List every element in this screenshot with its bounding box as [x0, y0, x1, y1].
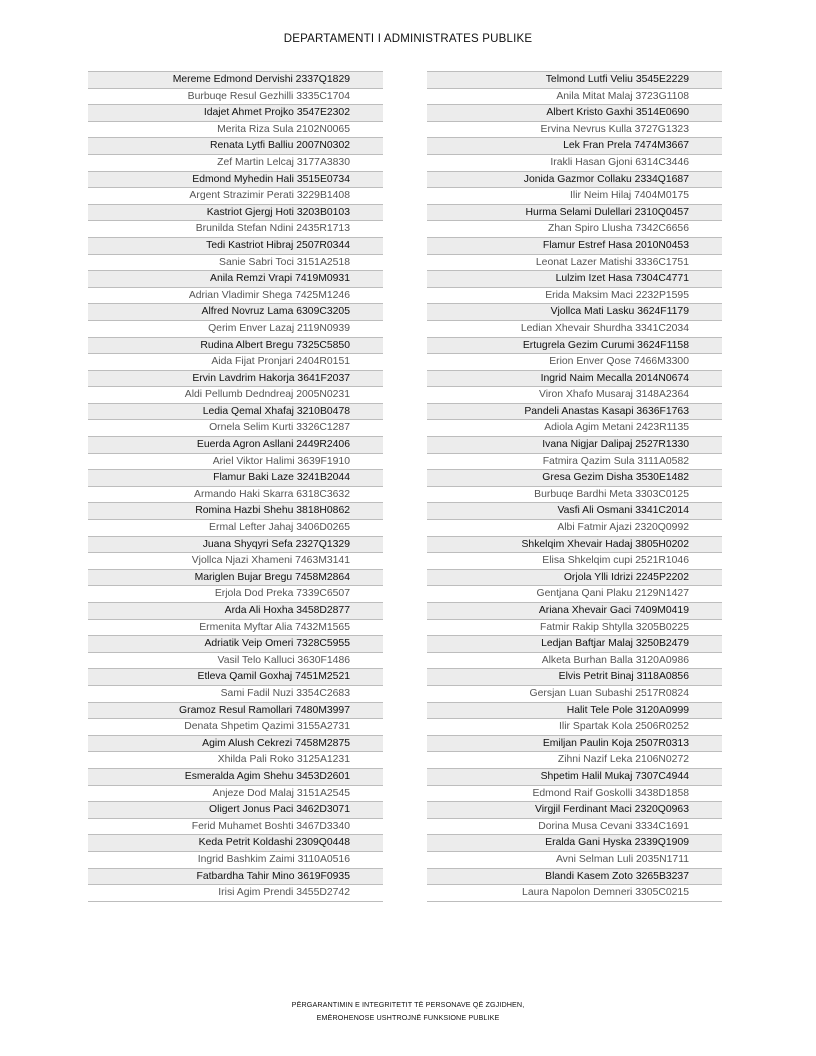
- list-item: Alketa Burhan Balla 3120A0986: [427, 653, 722, 670]
- list-item: Esmeralda Agim Shehu 3453D2601: [88, 769, 383, 786]
- list-item: Adriatik Veip Omeri 7328C5955: [88, 636, 383, 653]
- list-item: Jonida Gazmor Collaku 2334Q1687: [427, 172, 722, 189]
- list-item: Emiljan Paulin Koja 2507R0313: [427, 736, 722, 753]
- list-item: Ilir Spartak Kola 2506R0252: [427, 719, 722, 736]
- list-item: Edmond Raif Goskolli 3438D1858: [427, 786, 722, 803]
- list-item: Zhan Spiro Llusha 7342C6656: [427, 221, 722, 238]
- list-item: Lek Fran Prela 7474M3667: [427, 138, 722, 155]
- list-item: Burbuqe Bardhi Meta 3303C0125: [427, 487, 722, 504]
- list-item: Leonat Lazer Matishi 3336C1751: [427, 255, 722, 272]
- list-item: Erjola Dod Preka 7339C6507: [88, 586, 383, 603]
- footer-line-1: PËRGARANTIMIN E INTEGRITETIT TË PERSONAVE QË ZGJIDHEN,: [291, 1000, 525, 1009]
- list-item: Irakli Hasan Gjoni 6314C3446: [427, 155, 722, 172]
- list-item: Qerim Enver Lazaj 2119N0939: [88, 321, 383, 338]
- list-item: Xhilda Pali Roko 3125A1231: [88, 752, 383, 769]
- list-item: Fatmira Qazim Sula 3111A0582: [427, 454, 722, 471]
- list-item: Tedi Kastriot Hibraj 2507R0344: [88, 238, 383, 255]
- list-item: Elvis Petrit Binaj 3118A0856: [427, 669, 722, 686]
- list-item: Ervin Lavdrim Hakorja 3641F2037: [88, 371, 383, 388]
- list-item: Ariana Xhevair Gaci 7409M0419: [427, 603, 722, 620]
- list-item: Ivana Nigjar Dalipaj 2527R1330: [427, 437, 722, 454]
- list-item: Zef Martin Lelcaj 3177A3830: [88, 155, 383, 172]
- list-item: Gersjan Luan Subashi 2517R0824: [427, 686, 722, 703]
- list-item: Brunilda Stefan Ndini 2435R1713: [88, 221, 383, 238]
- list-item: Denata Shpetim Qazimi 3155A2731: [88, 719, 383, 736]
- list-item: Romina Hazbi Shehu 3818H0862: [88, 503, 383, 520]
- list-item: Erida Maksim Maci 2232P1595: [427, 288, 722, 305]
- list-item: Halit Tele Pole 3120A0999: [427, 703, 722, 720]
- list-item: Albert Kristo Gaxhi 3514E0690: [427, 105, 722, 122]
- list-item: Ariel Viktor Halimi 3639F1910: [88, 454, 383, 471]
- list-item: Arda Ali Hoxha 3458D2877: [88, 603, 383, 620]
- list-item: Armando Haki Skarra 6318C3632: [88, 487, 383, 504]
- list-item: Telmond Lutfi Veliu 3545E2229: [427, 72, 722, 89]
- list-item: Shpetim Halil Mukaj 7307C4944: [427, 769, 722, 786]
- list-item: Flamur Estref Hasa 2010N0453: [427, 238, 722, 255]
- list-item: Blandi Kasem Zoto 3265B3237: [427, 869, 722, 886]
- list-item: Shkelqim Xhevair Hadaj 3805H0202: [427, 537, 722, 554]
- list-item: Zihni Nazif Leka 2106N0272: [427, 752, 722, 769]
- list-item: Adrian Vladimir Shega 7425M1246: [88, 288, 383, 305]
- list-item: Etleva Qamil Goxhaj 7451M2521: [88, 669, 383, 686]
- left-name-column: [88, 71, 383, 902]
- list-item: Vjollca Njazi Xhameni 7463M3141: [88, 553, 383, 570]
- list-item: Laura Napolon Demneri 3305C0215: [427, 885, 722, 902]
- list-item: Aldi Pellumb Dedndreaj 2005N0231: [88, 387, 383, 404]
- list-item: Kastriot Gjergj Hoti 3203B0103: [88, 205, 383, 222]
- list-item: Anila Mitat Malaj 3723G1108: [427, 89, 722, 106]
- list-item: Agim Alush Cekrezi 7458M2875: [88, 736, 383, 753]
- list-item: Oligert Jonus Paci 3462D3071: [88, 802, 383, 819]
- list-item: Gentjana Qani Plaku 2129N1427: [427, 586, 722, 603]
- list-item: Gresa Gezim Disha 3530E1482: [427, 470, 722, 487]
- list-item: Aida Fijat Pronjari 2404R0151: [88, 354, 383, 371]
- list-item: Albi Fatmir Ajazi 2320Q0992: [427, 520, 722, 537]
- list-item: Ermal Lefter Jahaj 3406D0265: [88, 520, 383, 537]
- list-item: Dorina Musa Cevani 3334C1691: [427, 819, 722, 836]
- list-item: Ingrid Bashkim Zaimi 3110A0516: [88, 852, 383, 869]
- list-item: Erion Enver Qose 7466M3300: [427, 354, 722, 371]
- list-item: Ornela Selim Kurti 3326C1287: [88, 420, 383, 437]
- list-item: Sami Fadil Nuzi 3354C2683: [88, 686, 383, 703]
- list-item: Argent Strazimir Perati 3229B1408: [88, 188, 383, 205]
- page-footer: [0, 998, 816, 1024]
- list-item: Anila Remzi Vrapi 7419M0931: [88, 271, 383, 288]
- list-item: Avni Selman Luli 2035N1711: [427, 852, 722, 869]
- list-item: Idajet Ahmet Projko 3547E2302: [88, 105, 383, 122]
- list-item: Orjola Ylli Idrizi 2245P2202: [427, 570, 722, 587]
- list-item: Euerda Agron Asllani 2449R2406: [88, 437, 383, 454]
- list-item: Irisi Agim Prendi 3455D2742: [88, 885, 383, 902]
- list-item: Ferid Muhamet Boshti 3467D3340: [88, 819, 383, 836]
- list-item: Eralda Gani Hyska 2339Q1909: [427, 835, 722, 852]
- list-item: Hurma Selami Dulellari 2310Q0457: [427, 205, 722, 222]
- list-item: Keda Petrit Koldashi 2309Q0448: [88, 835, 383, 852]
- list-item: Burbuqe Resul Gezhilli 3335C1704: [88, 89, 383, 106]
- list-item: Gramoz Resul Ramollari 7480M3997: [88, 703, 383, 720]
- list-item: Ledjan Baftjar Malaj 3250B2479: [427, 636, 722, 653]
- list-item: Ervina Nevrus Kulla 3727G1323: [427, 122, 722, 139]
- list-item: Vasfi Ali Osmani 3341C2014: [427, 503, 722, 520]
- list-item: Fatbardha Tahir Mino 3619F0935: [88, 869, 383, 886]
- list-item: Sanie Sabri Toci 3151A2518: [88, 255, 383, 272]
- list-item: Viron Xhafo Musaraj 3148A2364: [427, 387, 722, 404]
- list-item: Adiola Agim Metani 2423R1135: [427, 420, 722, 437]
- list-item: Renata Lytfi Balliu 2007N0302: [88, 138, 383, 155]
- list-item: Pandeli Anastas Kasapi 3636F1763: [427, 404, 722, 421]
- list-item: Elisa Shkelqim cupi 2521R1046: [427, 553, 722, 570]
- list-item: Ingrid Naim Mecalla 2014N0674: [427, 371, 722, 388]
- list-item: Vasil Telo Kalluci 3630F1486: [88, 653, 383, 670]
- right-name-column: [427, 71, 722, 902]
- list-item: Fatmir Rakip Shtylla 3205B0225: [427, 620, 722, 637]
- list-item: Anjeze Dod Malaj 3151A2545: [88, 786, 383, 803]
- list-item: Ledia Qemal Xhafaj 3210B0478: [88, 404, 383, 421]
- list-item: Virgjil Ferdinant Maci 2320Q0963: [427, 802, 722, 819]
- list-item: Ilir Neim Hilaj 7404M0175: [427, 188, 722, 205]
- list-item: Ertugrela Gezim Curumi 3624F1158: [427, 338, 722, 355]
- footer-line-2: EMËROHENOSE USHTROJNË FUNKSIONE PUBLIKE: [316, 1013, 500, 1022]
- list-item: Ledian Xhevair Shurdha 3341C2034: [427, 321, 722, 338]
- list-item: Mariglen Bujar Bregu 7458M2864: [88, 570, 383, 587]
- list-item: Lulzim Izet Hasa 7304C4771: [427, 271, 722, 288]
- list-item: Rudina Albert Bregu 7325C5850: [88, 338, 383, 355]
- list-item: Juana Shyqyri Sefa 2327Q1329: [88, 537, 383, 554]
- list-item: Vjollca Mati Lasku 3624F1179: [427, 304, 722, 321]
- list-item: Edmond Myhedin Hali 3515E0734: [88, 172, 383, 189]
- list-item: Ermenita Myftar Alia 7432M1565: [88, 620, 383, 637]
- list-item: Mereme Edmond Dervishi 2337Q1829: [88, 72, 383, 89]
- list-item: Flamur Baki Laze 3241B2044: [88, 470, 383, 487]
- page-title: DEPARTAMENTI I ADMINISTRATES PUBLIKE: [283, 33, 533, 45]
- list-item: Merita Riza Sula 2102N0065: [88, 122, 383, 139]
- list-item: Alfred Novruz Lama 6309C3205: [88, 304, 383, 321]
